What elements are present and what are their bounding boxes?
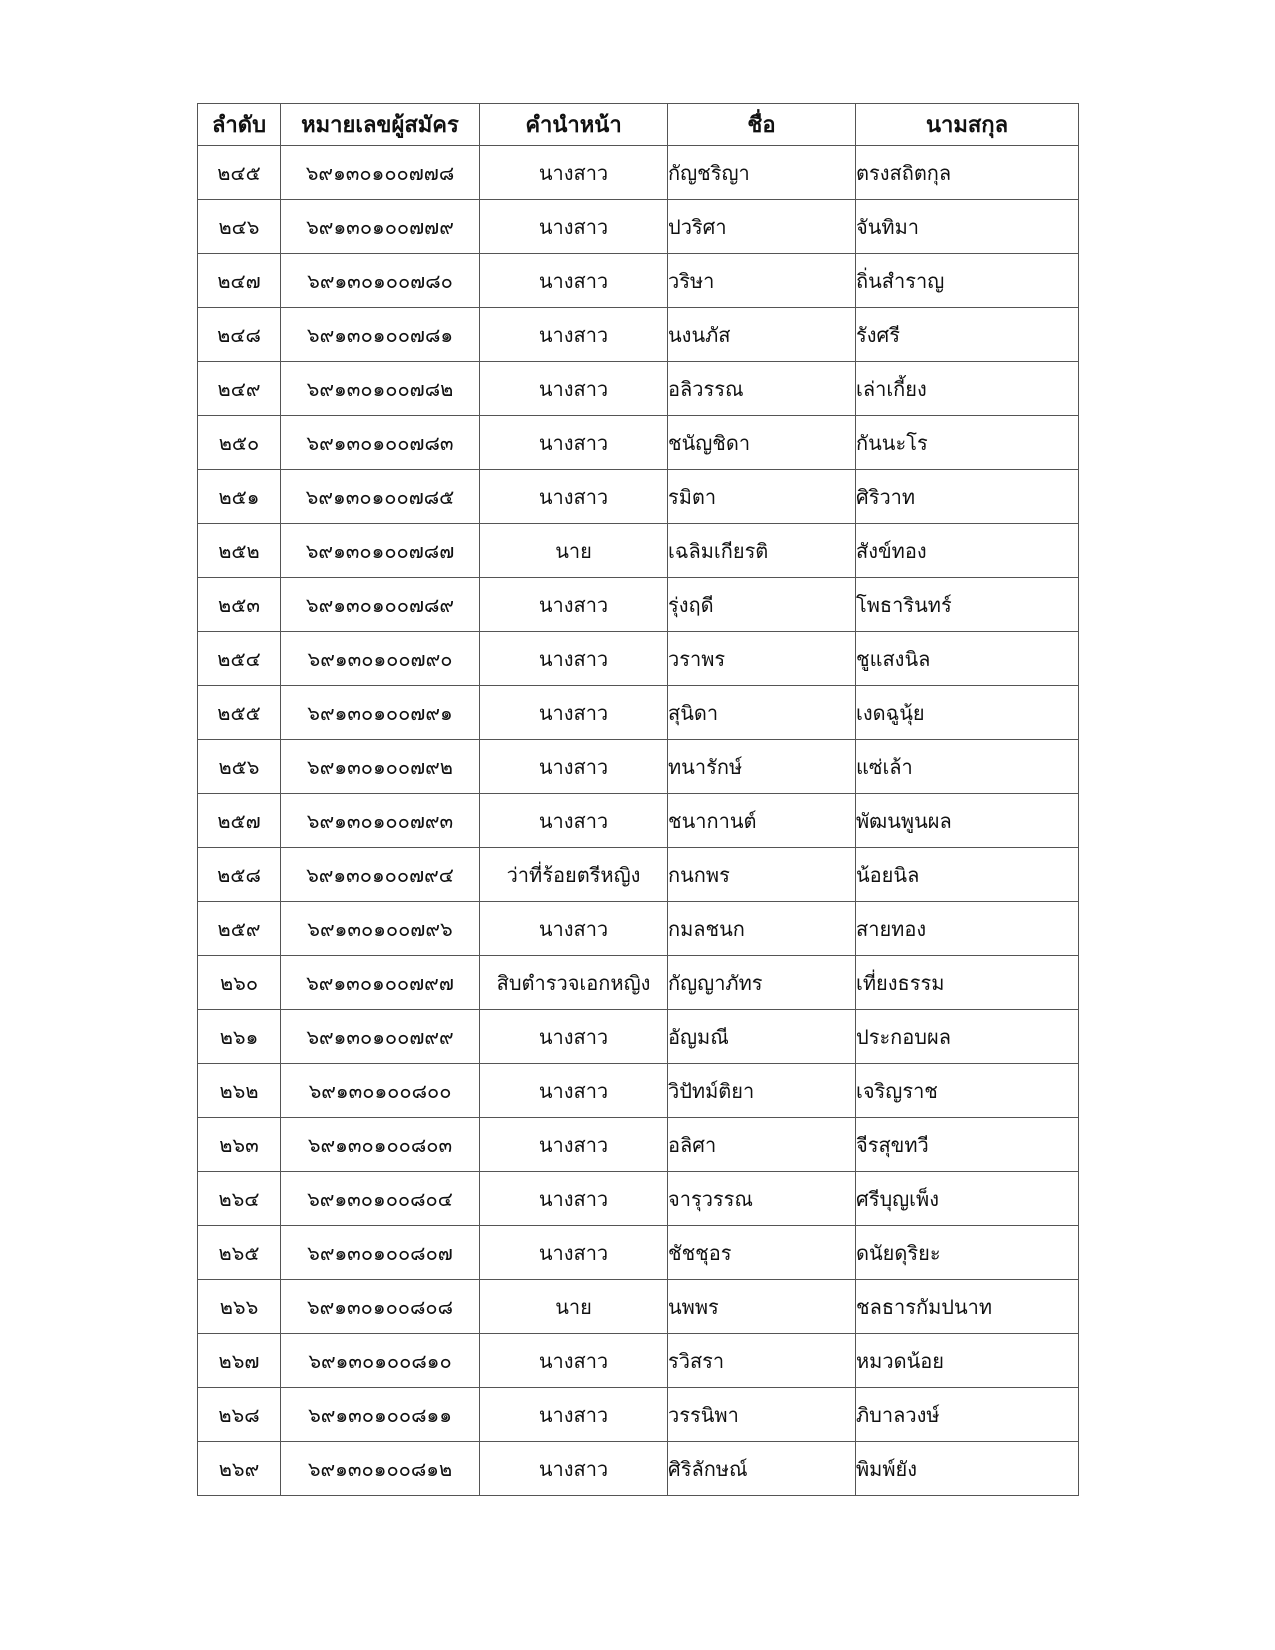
cell-first-name: รวิสรา [668,1334,856,1388]
cell-no: ๒๕๐ [198,416,281,470]
cell-first-name: กมลชนก [668,902,856,956]
cell-applicant-id: ๖๙๑๓๐๑๐๐๗๙๖ [281,902,480,956]
cell-first-name: วิปัทม์ติยา [668,1064,856,1118]
cell-first-name: วริษา [668,254,856,308]
table-row [198,254,1079,308]
header-last-name: นามสกุล [856,104,1079,146]
cell-no: ๒๖๖ [198,1280,281,1334]
table-row [198,524,1079,578]
table-row [198,1064,1079,1118]
cell-prefix: นางสาว [480,686,668,740]
cell-no: ๒๖๒ [198,1064,281,1118]
cell-first-name: นงนภัส [668,308,856,362]
cell-no: ๒๕๒ [198,524,281,578]
table-row [198,1334,1079,1388]
cell-prefix: นางสาว [480,794,668,848]
table-row [198,1442,1079,1496]
table-row [198,362,1079,416]
cell-prefix: นางสาว [480,1442,668,1496]
cell-first-name: กัญชริญา [668,146,856,200]
cell-last-name: สายทอง [856,902,1079,956]
cell-no: ๒๖๕ [198,1226,281,1280]
cell-no: ๒๖๐ [198,956,281,1010]
cell-prefix: ว่าที่ร้อยตรีหญิง [480,848,668,902]
cell-last-name: ดนัยดุริยะ [856,1226,1079,1280]
cell-last-name: พัฒนพูนผล [856,794,1079,848]
table-row [198,632,1079,686]
cell-prefix: นางสาว [480,146,668,200]
table-row [198,578,1079,632]
cell-applicant-id: ๖๙๑๓๐๑๐๐๗๙๗ [281,956,480,1010]
cell-last-name: ศรีบุญเพ็ง [856,1172,1079,1226]
cell-last-name: เที่ยงธรรม [856,956,1079,1010]
cell-first-name: นพพร [668,1280,856,1334]
cell-last-name: ตรงสถิตกุล [856,146,1079,200]
cell-last-name: แซ่เล้า [856,740,1079,794]
cell-first-name: เฉลิมเกียรติ [668,524,856,578]
cell-applicant-id: ๖๙๑๓๐๑๐๐๘๑๒ [281,1442,480,1496]
cell-last-name: ชลธารกัมปนาท [856,1280,1079,1334]
table-row [198,686,1079,740]
cell-first-name: รมิตา [668,470,856,524]
cell-no: ๒๔๘ [198,308,281,362]
table-row [198,1226,1079,1280]
cell-no: ๒๕๑ [198,470,281,524]
cell-no: ๒๖๘ [198,1388,281,1442]
table-row [198,794,1079,848]
cell-applicant-id: ๖๙๑๓๐๑๐๐๗๙๒ [281,740,480,794]
table-row [198,740,1079,794]
table-row [198,416,1079,470]
cell-first-name: วราพร [668,632,856,686]
cell-prefix: นางสาว [480,1388,668,1442]
cell-first-name: ชนัญชิดา [668,416,856,470]
cell-prefix: นางสาว [480,308,668,362]
cell-first-name: สุนิดา [668,686,856,740]
table-row [198,1388,1079,1442]
cell-last-name: รังศรี [856,308,1079,362]
cell-first-name: กนกพร [668,848,856,902]
cell-applicant-id: ๖๙๑๓๐๑๐๐๗๙๔ [281,848,480,902]
cell-applicant-id: ๖๙๑๓๐๑๐๐๘๑๑ [281,1388,480,1442]
cell-applicant-id: ๖๙๑๓๐๑๐๐๗๙๙ [281,1010,480,1064]
cell-first-name: ชนากานต์ [668,794,856,848]
cell-first-name: กัญญาภัทร [668,956,856,1010]
header-no: ลำดับ [198,104,281,146]
cell-last-name: สังข์ทอง [856,524,1079,578]
header-applicant-id: หมายเลขผู้สมัคร [281,104,480,146]
cell-first-name: ศิริลักษณ์ [668,1442,856,1496]
cell-no: ๒๖๓ [198,1118,281,1172]
cell-first-name: จารุวรรณ [668,1172,856,1226]
cell-applicant-id: ๖๙๑๓๐๑๐๐๗๙๑ [281,686,480,740]
cell-applicant-id: ๖๙๑๓๐๑๐๐๗๙๓ [281,794,480,848]
cell-last-name: โพธารินทร์ [856,578,1079,632]
cell-last-name: จีรสุขทวี [856,1118,1079,1172]
cell-last-name: ศิริวาท [856,470,1079,524]
header-first-name: ชื่อ [668,104,856,146]
cell-applicant-id: ๖๙๑๓๐๑๐๐๘๑๐ [281,1334,480,1388]
cell-last-name: เจริญราช [856,1064,1079,1118]
cell-applicant-id: ๖๙๑๓๐๑๐๐๗๘๐ [281,254,480,308]
cell-applicant-id: ๖๙๑๓๐๑๐๐๗๗๘ [281,146,480,200]
cell-prefix: นางสาว [480,632,668,686]
cell-last-name: ถิ่นสำราญ [856,254,1079,308]
cell-last-name: เงดฉูนุ้ย [856,686,1079,740]
cell-prefix: นางสาว [480,902,668,956]
cell-last-name: หมวดน้อย [856,1334,1079,1388]
cell-last-name: ประกอบผล [856,1010,1079,1064]
cell-first-name: ทนารักษ์ [668,740,856,794]
cell-prefix: นางสาว [480,254,668,308]
cell-prefix: นางสาว [480,1172,668,1226]
cell-applicant-id: ๖๙๑๓๐๑๐๐๘๐๓ [281,1118,480,1172]
cell-no: ๒๖๔ [198,1172,281,1226]
cell-last-name: ภิบาลวงษ์ [856,1388,1079,1442]
cell-last-name: พิมพ์ยัง [856,1442,1079,1496]
cell-prefix: นาย [480,524,668,578]
cell-no: ๒๖๙ [198,1442,281,1496]
cell-prefix: นาย [480,1280,668,1334]
cell-applicant-id: ๖๙๑๓๐๑๐๐๗๘๑ [281,308,480,362]
cell-prefix: นางสาว [480,200,668,254]
cell-no: ๒๕๔ [198,632,281,686]
cell-prefix: นางสาว [480,1334,668,1388]
cell-first-name: รุ่งฤดี [668,578,856,632]
cell-no: ๒๔๗ [198,254,281,308]
cell-prefix: นางสาว [480,1010,668,1064]
cell-no: ๒๔๕ [198,146,281,200]
table-row [198,146,1079,200]
table-row [198,1118,1079,1172]
cell-prefix: นางสาว [480,578,668,632]
table-row [198,308,1079,362]
cell-applicant-id: ๖๙๑๓๐๑๐๐๗๘๒ [281,362,480,416]
header-row [198,104,1079,146]
cell-prefix: นางสาว [480,740,668,794]
cell-first-name: อลิวรรณ [668,362,856,416]
cell-no: ๒๕๖ [198,740,281,794]
cell-applicant-id: ๖๙๑๓๐๑๐๐๗๗๙ [281,200,480,254]
table-row [198,1280,1079,1334]
cell-applicant-id: ๖๙๑๓๐๑๐๐๘๐๐ [281,1064,480,1118]
table-row [198,956,1079,1010]
cell-prefix: นางสาว [480,1064,668,1118]
applicant-table [197,103,1079,1496]
cell-applicant-id: ๖๙๑๓๐๑๐๐๘๐๗ [281,1226,480,1280]
cell-applicant-id: ๖๙๑๓๐๑๐๐๗๙๐ [281,632,480,686]
cell-prefix: นางสาว [480,1118,668,1172]
cell-prefix: นางสาว [480,362,668,416]
cell-no: ๒๔๖ [198,200,281,254]
table-header [198,104,1079,146]
cell-first-name: ปวริศา [668,200,856,254]
cell-prefix: นางสาว [480,416,668,470]
table-row [198,848,1079,902]
table-body [198,146,1079,1496]
table-row [198,200,1079,254]
cell-no: ๒๕๕ [198,686,281,740]
cell-no: ๒๖๗ [198,1334,281,1388]
cell-prefix: นางสาว [480,1226,668,1280]
cell-prefix: นางสาว [480,470,668,524]
cell-no: ๒๕๓ [198,578,281,632]
cell-prefix: สิบตำรวจเอกหญิง [480,956,668,1010]
cell-first-name: อัญมณี [668,1010,856,1064]
header-prefix: คำนำหน้า [480,104,668,146]
cell-no: ๒๖๑ [198,1010,281,1064]
cell-last-name: กันนะโร [856,416,1079,470]
cell-applicant-id: ๖๙๑๓๐๑๐๐๗๘๗ [281,524,480,578]
cell-first-name: ชัชชุอร [668,1226,856,1280]
cell-last-name: จันทิมา [856,200,1079,254]
cell-no: ๒๔๙ [198,362,281,416]
cell-applicant-id: ๖๙๑๓๐๑๐๐๗๘๙ [281,578,480,632]
cell-last-name: น้อยนิล [856,848,1079,902]
cell-applicant-id: ๖๙๑๓๐๑๐๐๗๘๓ [281,416,480,470]
table-row [198,1172,1079,1226]
cell-last-name: ชูแสงนิล [856,632,1079,686]
table-row [198,470,1079,524]
cell-first-name: อลิศา [668,1118,856,1172]
table-row [198,1010,1079,1064]
cell-no: ๒๕๗ [198,794,281,848]
cell-no: ๒๕๙ [198,902,281,956]
table-row [198,902,1079,956]
cell-no: ๒๕๘ [198,848,281,902]
cell-applicant-id: ๖๙๑๓๐๑๐๐๘๐๔ [281,1172,480,1226]
cell-first-name: วรรนิพา [668,1388,856,1442]
cell-applicant-id: ๖๙๑๓๐๑๐๐๘๐๘ [281,1280,480,1334]
cell-applicant-id: ๖๙๑๓๐๑๐๐๗๘๕ [281,470,480,524]
cell-last-name: เล่าเกี้ยง [856,362,1079,416]
